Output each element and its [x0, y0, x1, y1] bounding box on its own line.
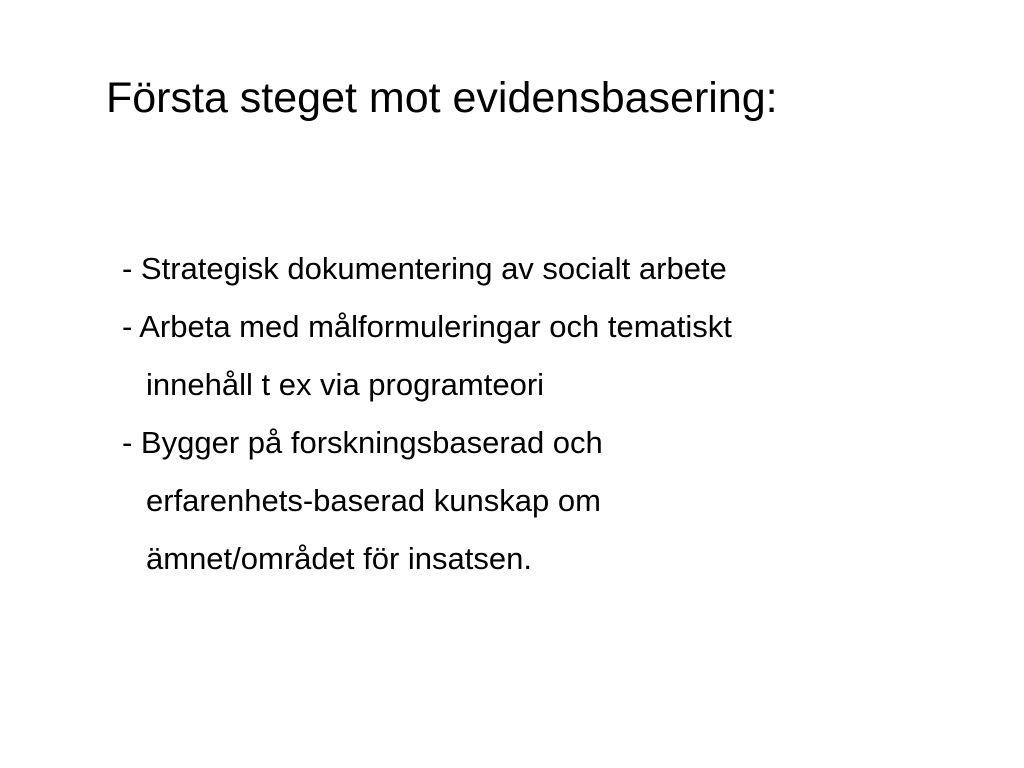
bullet-continuation-erfarenhet: erfarenhets-baserad kunskap om — [146, 483, 601, 518]
bullet-continuation-programteori: innehåll t ex via programteori — [146, 367, 545, 402]
bullet-continuation-amnet: ämnet/området för insatsen. — [146, 541, 532, 576]
bullet-bygger-pa-forskning: - Bygger på forskningsbaserad och — [122, 425, 603, 460]
slide-body — [122, 240, 732, 588]
bullet-arbeta-med-malformuleringar: - Arbeta med målformuleringar och tematiskt — [122, 309, 732, 344]
bullet-strategisk-dokumentering: - Strategisk dokumentering av socialt arbete — [122, 251, 727, 286]
slide-title: Första steget mot evidensbasering: — [106, 74, 778, 122]
